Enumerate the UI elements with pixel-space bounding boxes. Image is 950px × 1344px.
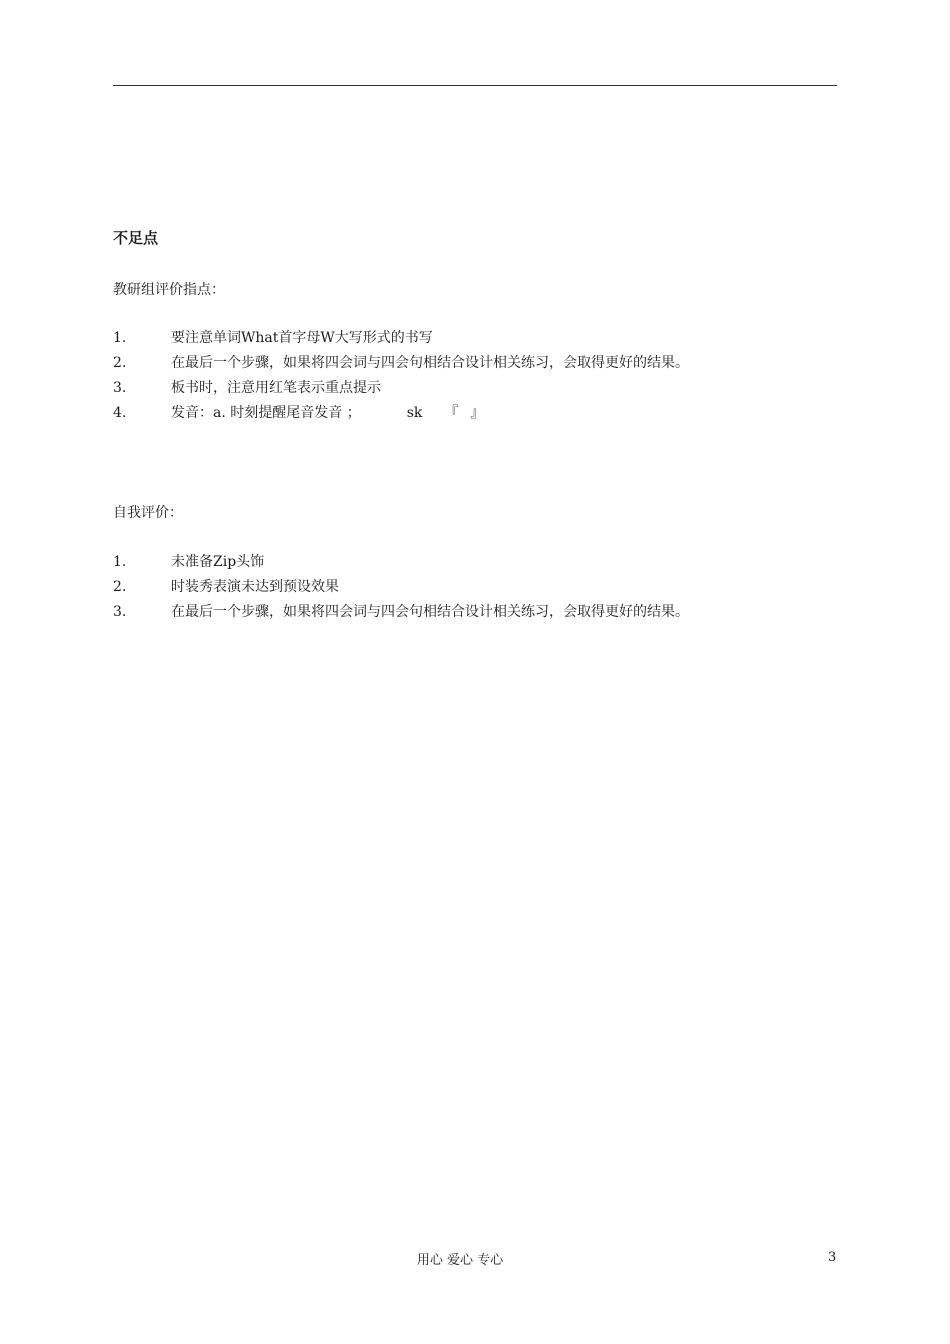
list-item (113, 377, 381, 397)
header-rule (113, 85, 837, 86)
item-text: 在最后一个步骤，如果将四会词与四会句相结合设计相关练习，会取得更好的结果。 (171, 355, 689, 371)
item-number: 3. (113, 604, 127, 620)
item-text: 发音：a. 时刻提醒尾音发音 ； (171, 405, 361, 421)
list-item (113, 601, 689, 621)
list-item (113, 352, 689, 372)
item-text: 板书时，注意用红笔表示重点提示 (171, 380, 381, 396)
item-number: 2. (113, 579, 127, 595)
item-number: 1. (113, 330, 127, 346)
list-item (113, 402, 484, 422)
list-item (113, 327, 433, 347)
item-text: 在最后一个步骤，如果将四会词与四会句相结合设计相关练习，会取得更好的结果。 (171, 604, 689, 620)
item-text: 时装秀表演未达到预设效果 (171, 579, 339, 595)
item-number: 3. (113, 380, 127, 396)
item-number: 2. (113, 355, 127, 371)
list-item (113, 551, 264, 571)
section-title: 不足点 (113, 229, 159, 247)
list-item (113, 576, 339, 596)
item-number: 1. (113, 554, 127, 570)
item-extra-sk: sk (406, 405, 423, 421)
group-review-heading: 教研组评价指点： (113, 282, 225, 298)
page-number: 3 (828, 1250, 837, 1265)
item-text: 要注意单词What首字母W大写形式的书写 (171, 330, 433, 346)
item-extra-open-bracket: 『 (444, 405, 459, 421)
self-review-heading: 自我评价： (113, 505, 183, 521)
item-extra-close-bracket: 』 (470, 405, 485, 421)
footer-motto: 用心 爱心 专心 (416, 1253, 504, 1268)
item-number: 4. (113, 405, 127, 421)
item-text: 未准备Zip头饰 (171, 554, 265, 570)
